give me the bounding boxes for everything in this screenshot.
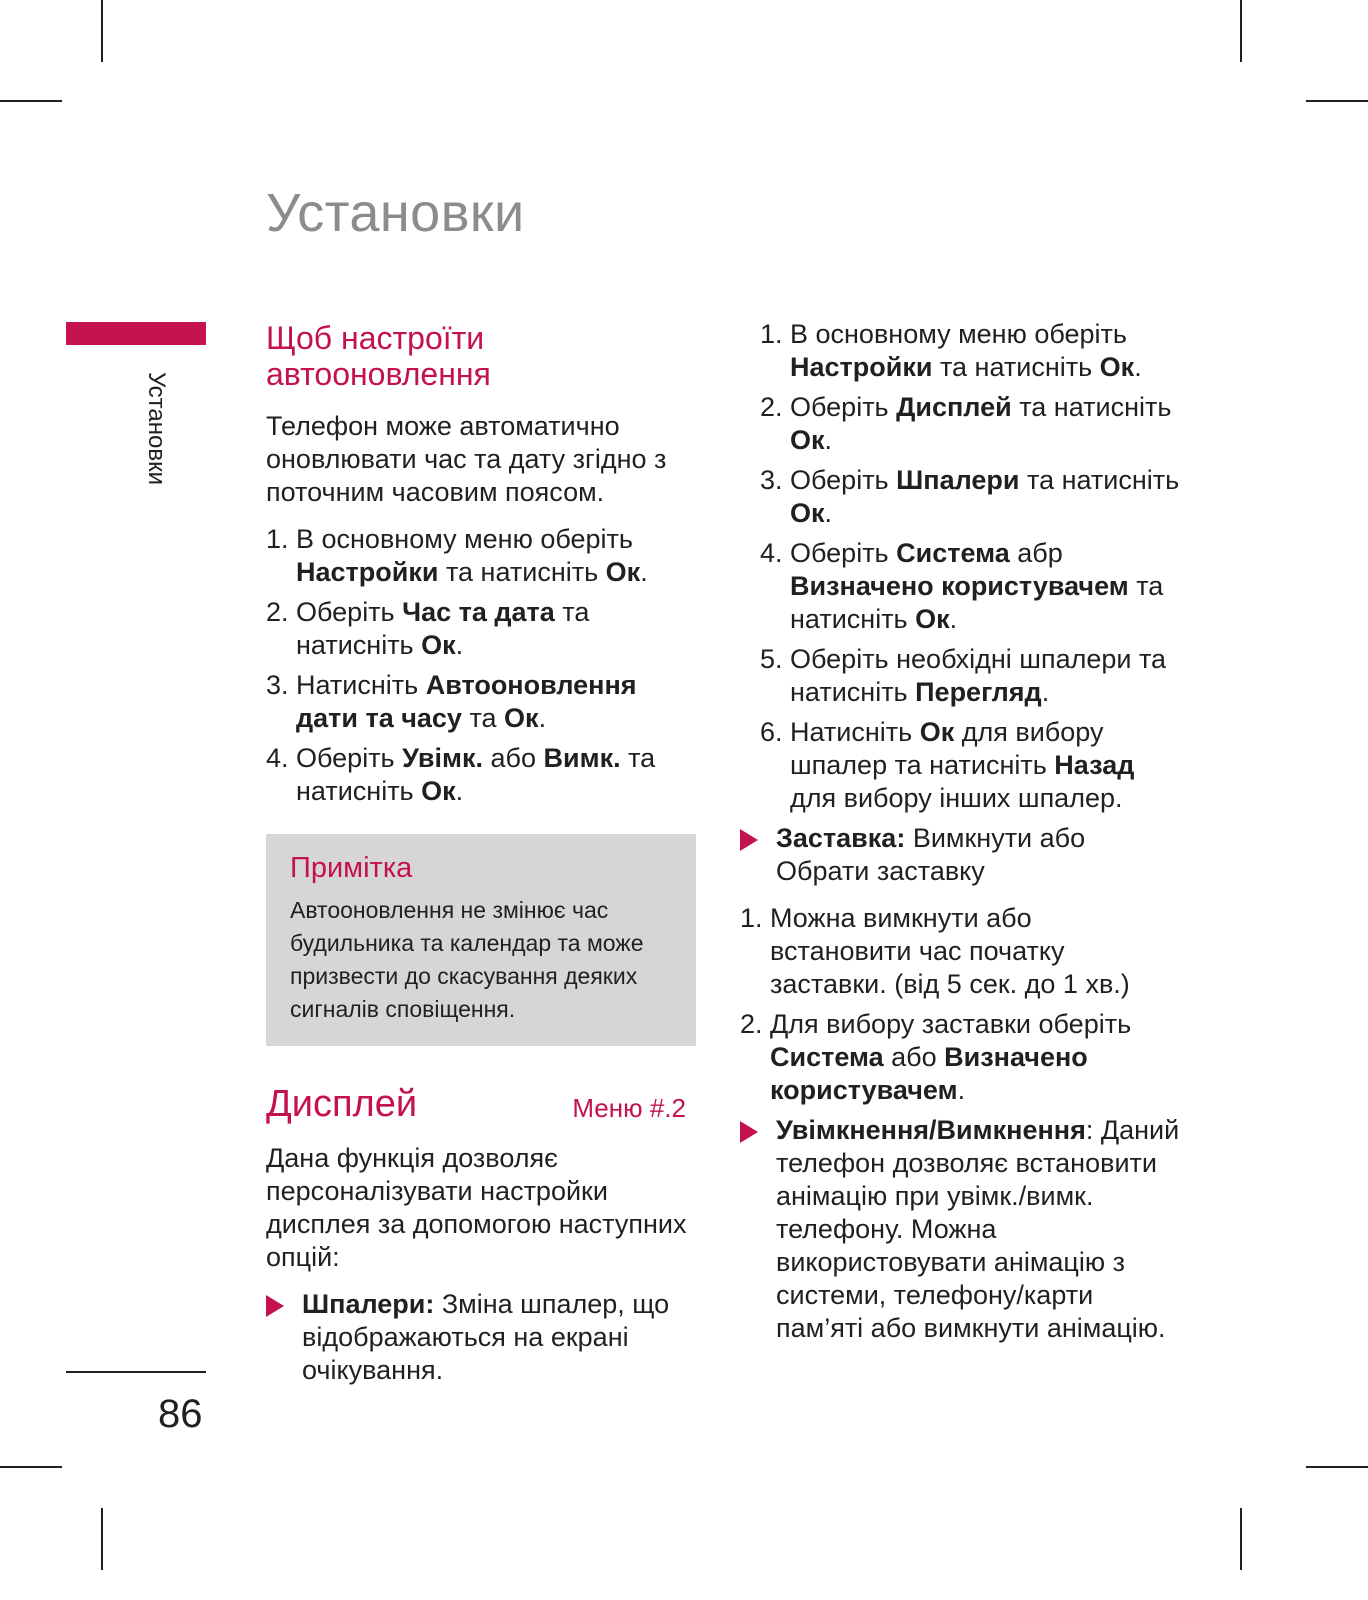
step-item — [740, 902, 1180, 1001]
step-item — [760, 537, 1180, 636]
step-number: 1. — [266, 524, 289, 554]
step-text: В основному меню оберіть — [296, 524, 633, 554]
crop-mark — [0, 100, 62, 102]
step-text: та натисніть — [790, 571, 1164, 634]
step-item — [760, 716, 1180, 815]
step-text: Оберіть — [790, 392, 897, 422]
note-title: Примітка — [290, 852, 413, 884]
note-text: Автооновлення не змінює час будильника та календар та може призвести до скасування деяких сигналів сповіщення. — [290, 897, 644, 1022]
step-keyword: Визначено користувачем — [770, 1042, 1088, 1105]
crop-mark — [1306, 100, 1368, 102]
step-keyword: Ок — [915, 604, 950, 634]
step-text: . — [538, 703, 547, 733]
wallpaper-steps — [760, 318, 1180, 815]
step-item — [266, 596, 696, 662]
step-keyword: Ок — [605, 557, 641, 587]
step-text: Для вибору заставки оберіть — [770, 1009, 1132, 1039]
step-keyword: Система — [896, 538, 1010, 568]
bullet-arrow-icon — [740, 1121, 758, 1143]
step-number: 1. — [760, 319, 783, 349]
step-keyword: Визначено користувачем — [790, 571, 1129, 601]
step-keyword: Настройки — [790, 352, 933, 382]
footer-rule — [66, 1371, 206, 1373]
step-number: 5. — [760, 644, 783, 674]
step-text: Оберіть — [296, 597, 403, 627]
step-keyword: Ок — [919, 717, 955, 747]
step-keyword: Ок — [504, 703, 539, 733]
step-text: та — [461, 703, 505, 733]
step-text: для вибору шпалер та натисніть — [790, 717, 1104, 780]
step-text: Оберіть — [790, 465, 897, 495]
step-keyword: Шпалери — [896, 465, 1020, 495]
step-number: 1. — [740, 903, 763, 933]
step-keyword: Назад — [1054, 750, 1135, 780]
step-keyword: Настройки — [296, 557, 439, 587]
step-text: Натисніть — [790, 717, 920, 747]
bullet-arrow-icon — [266, 1295, 284, 1317]
step-number: 2. — [266, 597, 289, 627]
step-number: 3. — [266, 670, 289, 700]
crop-mark — [1240, 0, 1242, 62]
bullet-text: Вимкнути або Обрати заставку — [776, 823, 1086, 886]
step-item — [266, 742, 696, 808]
step-text: . — [824, 425, 833, 455]
left-column — [266, 320, 696, 1401]
step-keyword: Перегляд — [915, 677, 1042, 707]
right-column — [740, 318, 1180, 1359]
step-keyword: Ок — [790, 425, 825, 455]
step-number: 2. — [760, 392, 783, 422]
crop-mark — [1240, 1508, 1242, 1570]
step-text: або — [883, 1042, 945, 1072]
chapter-title: Установки — [266, 183, 525, 243]
step-text: . — [1134, 352, 1142, 382]
step-item — [760, 318, 1180, 384]
autoupdate-intro: Телефон може автоматично оновлювати час та дату згідно з поточним часовим поясом. — [266, 411, 667, 507]
step-text: . — [640, 557, 648, 587]
display-heading-row — [266, 1084, 696, 1124]
step-keyword: Час та дата — [402, 597, 555, 627]
step-text: Натисніть — [296, 670, 426, 700]
bullet-label: Увімкнення/Вимкнення — [776, 1115, 1086, 1145]
step-item — [740, 1008, 1180, 1107]
step-keyword: Ок — [421, 776, 456, 806]
side-section-label: Установки — [143, 372, 170, 485]
menu-reference: Меню #.2 — [572, 1093, 686, 1123]
autoupdate-heading: Щоб настроїти автооновлення — [266, 320, 491, 392]
step-text: Оберіть — [790, 538, 897, 568]
step-keyword: Вимк. — [543, 743, 621, 773]
step-keyword: Автооновлення дати та часу — [296, 670, 637, 733]
page-number: 86 — [158, 1392, 203, 1436]
step-keyword: Ок — [1099, 352, 1135, 382]
step-item — [760, 391, 1180, 457]
step-text: або — [483, 743, 544, 773]
bullet-text: : Даний телефон дозволяє встановити анімацію при увімк./вимк. телефону. Можна використовувати анімацію з системи, телефону/карти пам’яті або вимкнути анімацію. — [776, 1115, 1180, 1343]
step-text: . — [1041, 677, 1050, 707]
step-text: . — [455, 776, 464, 806]
step-text: абр — [1009, 538, 1063, 568]
bullet-text: Зміна шпалер, що відображаються на екрані очікування. — [302, 1289, 670, 1385]
step-number: 2. — [740, 1009, 763, 1039]
crop-mark — [0, 1466, 62, 1468]
step-text: . — [949, 604, 958, 634]
power-onoff-bullet — [740, 1114, 1180, 1345]
step-text: Оберіть — [296, 743, 403, 773]
display-intro: Дана функція дозволяє персоналізувати настройки дисплея за допомогою наступних опцій: — [266, 1143, 687, 1272]
crop-mark — [1306, 1466, 1368, 1468]
step-keyword: Ок — [421, 630, 456, 660]
step-text: та натисніть — [296, 597, 590, 660]
crop-mark — [101, 1508, 103, 1570]
step-text: Оберіть необхідні шпалери та натисніть — [790, 644, 1167, 707]
step-text: та натисніть — [932, 352, 1100, 382]
step-text: та натисніть — [1019, 465, 1180, 495]
step-item — [760, 643, 1180, 709]
step-text: та натисніть — [1011, 392, 1172, 422]
step-text: . — [824, 498, 833, 528]
display-heading: Дисплей — [266, 1083, 418, 1125]
step-text: . — [455, 630, 464, 660]
step-text: Можна вимкнути або встановити час початку заставки. (від 5 сек. до 1 хв.) — [770, 903, 1130, 999]
screensaver-steps — [740, 902, 1180, 1107]
step-item — [266, 523, 696, 589]
step-number: 6. — [760, 717, 783, 747]
bullet-arrow-icon — [740, 829, 758, 851]
note-box — [266, 834, 696, 1046]
step-number: 4. — [266, 743, 289, 773]
crop-mark — [101, 0, 103, 62]
step-item — [760, 464, 1180, 530]
step-item — [266, 669, 696, 735]
section-marker-bar — [66, 322, 206, 345]
step-text: та натисніть — [296, 743, 656, 806]
step-keyword: Дисплей — [896, 392, 1012, 422]
autoupdate-steps — [266, 523, 696, 808]
step-keyword: Ок — [790, 498, 825, 528]
wallpaper-bullet — [266, 1288, 696, 1387]
step-text: . — [957, 1075, 966, 1105]
step-text: для вибору інших шпалер. — [790, 783, 1123, 813]
step-keyword: Система — [770, 1042, 884, 1072]
step-text: та натисніть — [438, 557, 606, 587]
screensaver-bullet — [740, 822, 1180, 888]
bullet-label: Шпалери: — [302, 1289, 435, 1319]
step-number: 3. — [760, 465, 783, 495]
step-keyword: Увімк. — [402, 743, 483, 773]
step-text: В основному меню оберіть — [790, 319, 1127, 349]
bullet-label: Заставка: — [776, 823, 906, 853]
step-number: 4. — [760, 538, 783, 568]
